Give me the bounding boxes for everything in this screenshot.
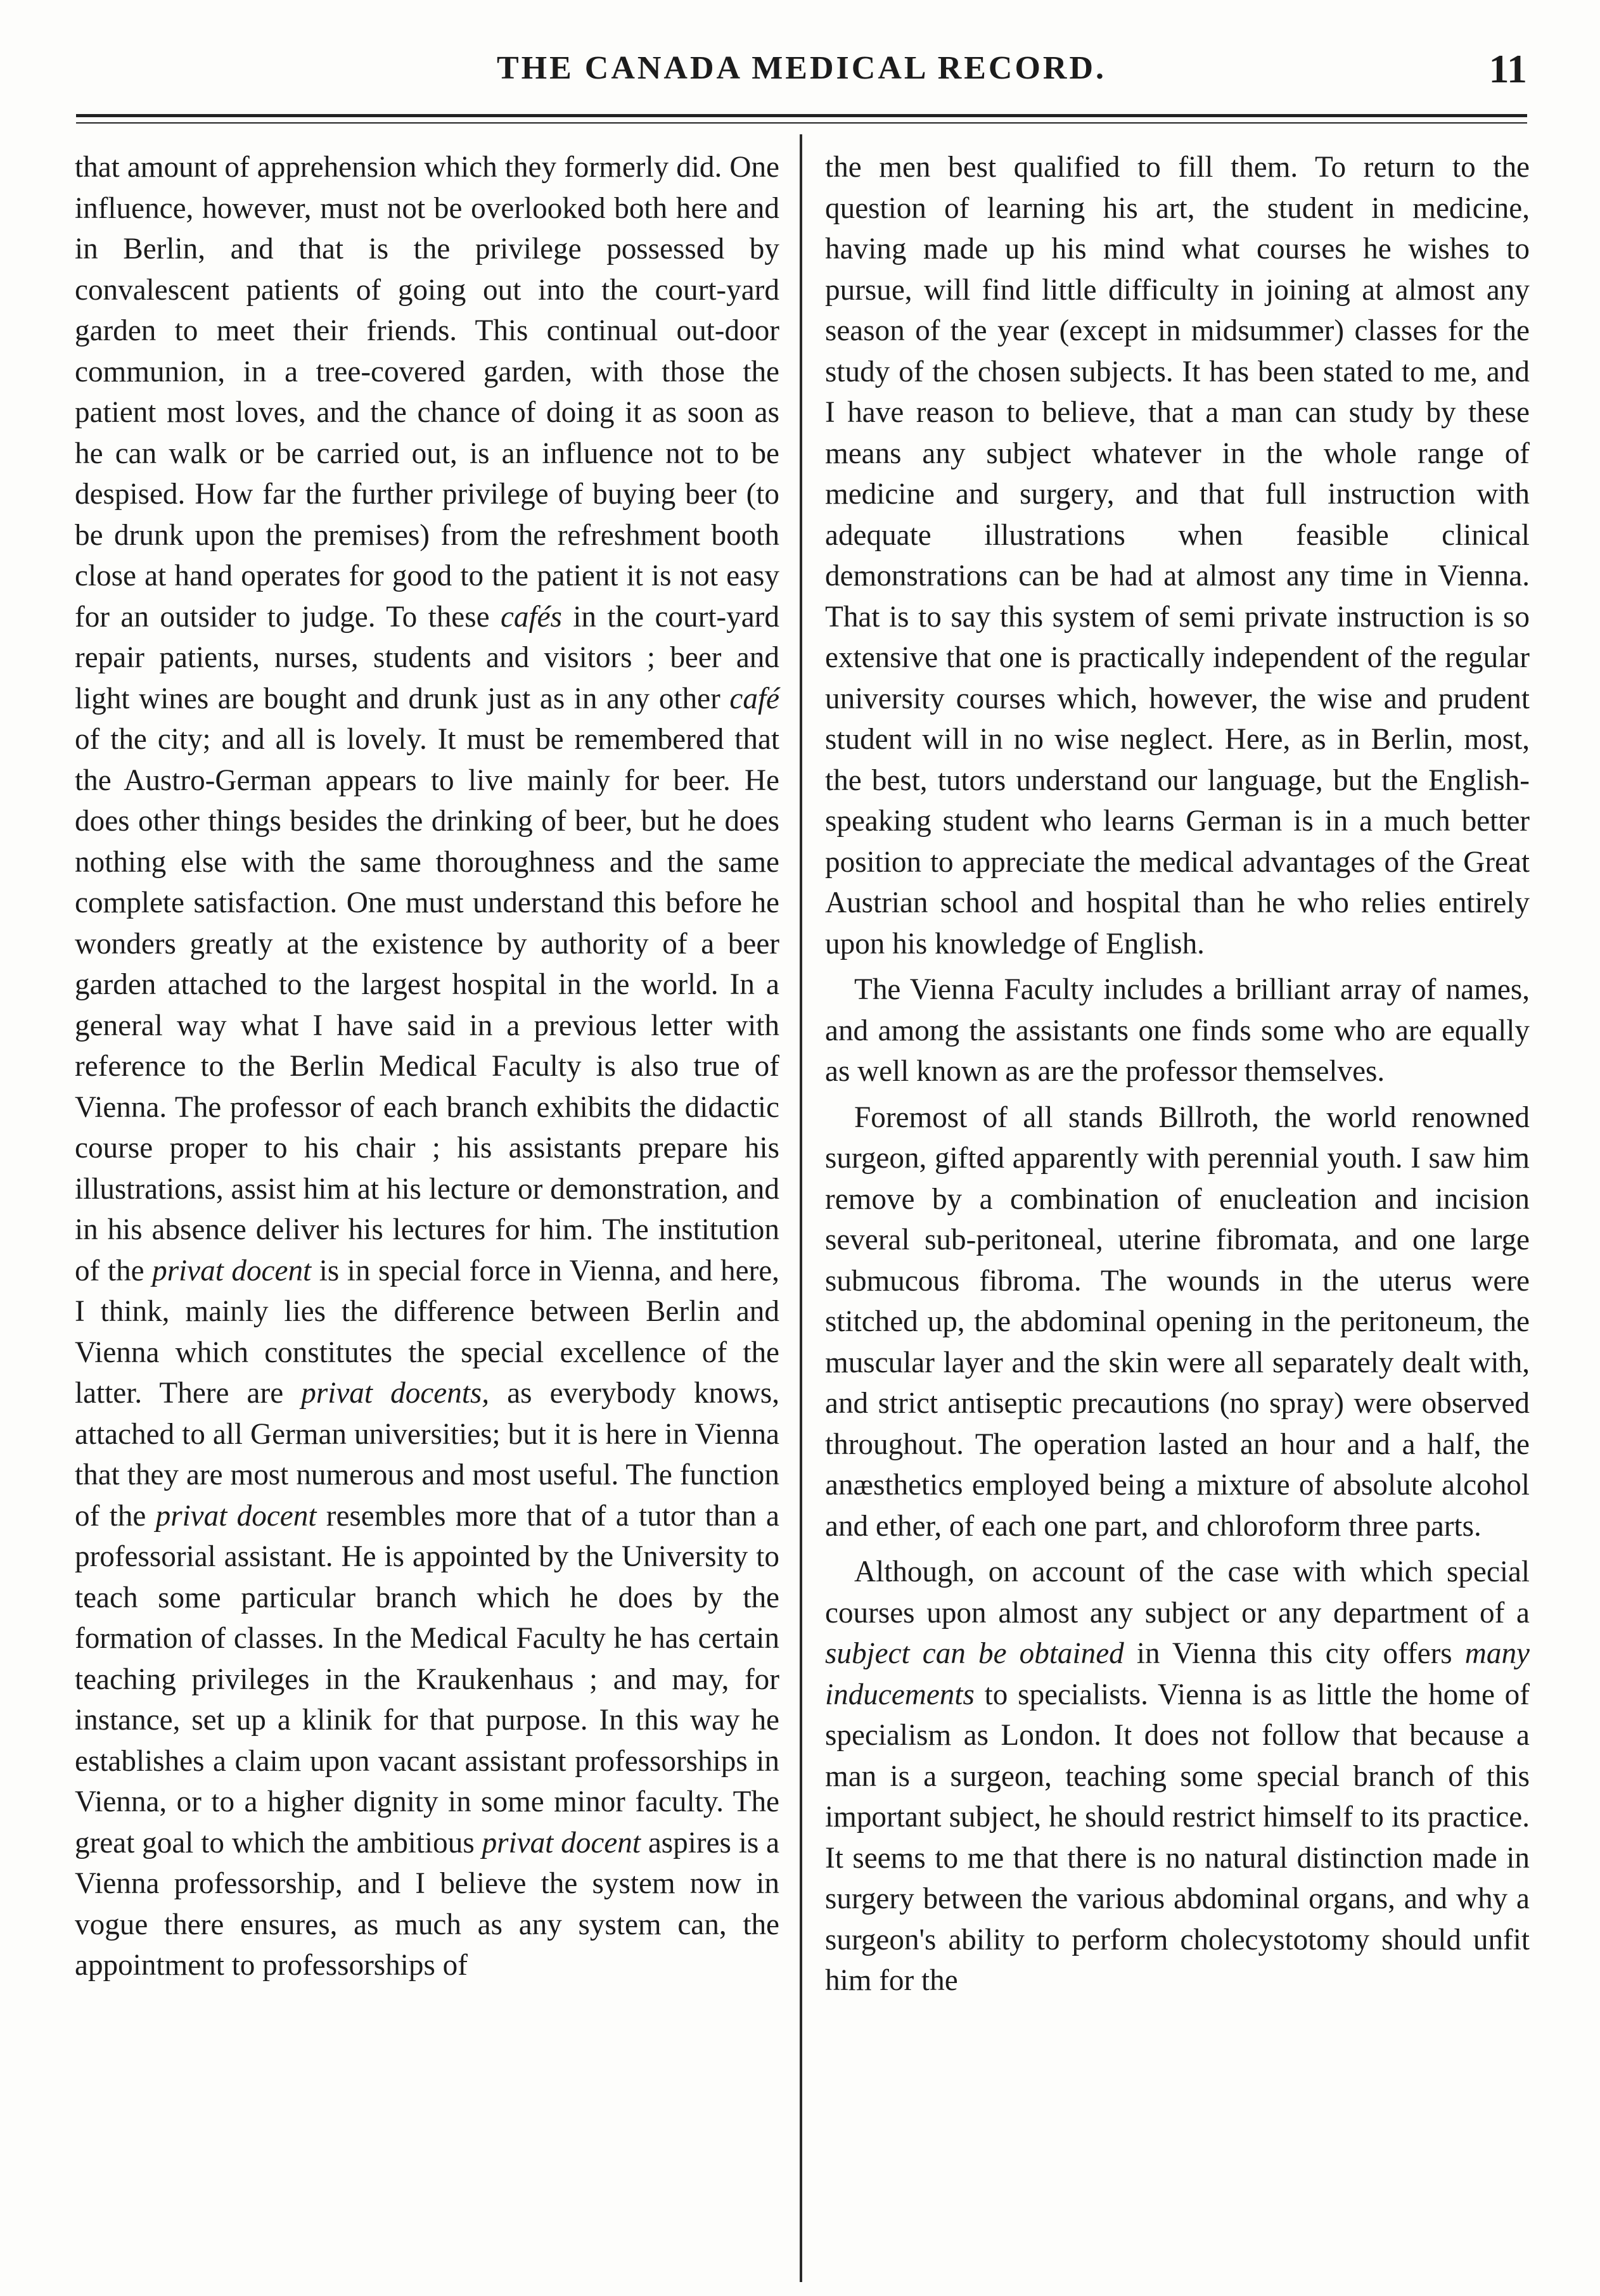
column-divider bbox=[800, 134, 802, 2282]
right-paragraph-3: Foremost of all stands Billroth, the world renowned surgeon, gifted apparently with perennial youth. I saw him remove by a combination of enucleation and incision several sub-peritoneal, uterine fibromata, and one large submucous fibroma. The wounds in the uterus were stitched up, the abdominal opening in the peritoneum, the muscular layer and the skin were all separately dealt with, and strict antiseptic precautions (no spray) were observed throughout. The operation lasted an hour and a half, the anæsthetics employed being a mixture of absolute alcohol and ether, of each one part, and chloroform three parts. bbox=[825, 1100, 1530, 1543]
right-paragraph-4 bbox=[825, 1552, 1530, 2001]
text-run: to specialists. Vienna is as little the home of specialism as London. It does not follow that because a man is a surgeon, teaching some special branch of this important subject, he should restrict himself to its practice. It seems to me that there is no natural distinction made in surgery between the various abdominal organs, and why a surgeon's ability to perform cholecystotomy should unfit him for the bbox=[825, 1678, 1530, 1997]
page-number: 11 bbox=[1488, 46, 1527, 91]
italic-run: privat docent bbox=[152, 1254, 312, 1287]
text-run: in the court-yard repair patients, nurses, students and visitors ; beer and light wines are bought and drunk just as in any other bbox=[75, 600, 779, 715]
italic-run: privat docents, bbox=[301, 1377, 490, 1410]
right-column bbox=[825, 147, 1530, 2001]
italic-run: café bbox=[729, 682, 779, 715]
header-rule-thick bbox=[76, 114, 1527, 117]
text-run: of the city; and all is lovely. It must be remembered that the Austro-German appears to live mainly for beer. He does other things besides the drinking of beer, but he does nothing else with the same thoroughness and the same complete satisfaction. One must understand this before he wonders greatly at the existence by authority of a beer garden attached to the largest hospital in the world. In a general way what I have said in a previous letter with reference to the Berlin Medical Faculty is also true of Vienna. The professor of each branch exhibits the didactic course proper to his chair ; his assistants prepare his illustrations, assist him at his lecture or demonstration, and in his absence deliver his lectures for him. The institution of the bbox=[75, 723, 779, 1287]
italic-run: many inducements bbox=[825, 1637, 1530, 1711]
right-paragraph-2: The Vienna Faculty includes a brilliant array of names, and among the assistants one finds some who are equally as well known as are the professor themselves. bbox=[825, 973, 1530, 1088]
text-run: aspires is a Vienna professorship, and I believe the system now in vogue there ensures, as much as any system can, the appointment to professorships of bbox=[75, 1826, 780, 1982]
left-column bbox=[75, 147, 779, 1986]
text-run: Although, on account of the case with which special courses upon almost any subject or any department of a bbox=[825, 1555, 1530, 1630]
text-run: is in special force in Vienna, and here, I think, mainly lies the difference between Berlin and Vienna which constitutes the special excellence of the latter. There are bbox=[75, 1254, 779, 1410]
header-rule-thin bbox=[76, 122, 1527, 124]
page-header bbox=[76, 46, 1527, 103]
text-run: that amount of apprehension which they formerly did. One influence, however, must not be overlooked both here and in Berlin, and that is the privilege possessed by convalescent patients of going out into the court-yard garden to meet their friends. This continual out-door communion, in a tree-covered garden, with those the patient most loves, and the chance of doing it as soon as he can walk or be carried out, is an influence not to be despised. How far the further privilege of buying beer (to be drunk upon the premises) from the refreshment booth close at hand operates for good to the patient it is not easy for an outsider to judge. To these bbox=[75, 151, 779, 634]
italic-run: cafés bbox=[500, 600, 562, 634]
left-paragraph-1 bbox=[75, 147, 779, 1986]
text-run: in Vienna this city offers bbox=[1123, 1637, 1465, 1670]
italic-run: privat docent bbox=[482, 1826, 641, 1859]
italic-run: subject can be obtained bbox=[825, 1637, 1124, 1670]
text-run: as everybody knows, attached to all German universities; but it is here in Vienna that they are most numerous and most useful. The function of the bbox=[75, 1377, 779, 1533]
right-paragraph-1: the men best qualified to fill them. To return to the question of learning his art, the student in medicine, having made up his mind what courses he wishes to pursue, will find little difficulty in joining at almost any season of the year (except in midsummer) classes for the study of the chosen subjects. It has been stated to me, and I have reason to believe, that a man can study by these means any subject whatever in the whole range of medicine and surgery, and that full instruction with adequate illustrations when feasible clinical demonstrations can be had at almost any time in Vienna. That is to say this system of semi private instruction is so extensive that one is practically independent of the regular university courses which, however, the wise and prudent student will in no wise neglect. Here, as in Berlin, most, the best, tutors understand our language, but the English-speaking student who learns German is in a much better position to appreciate the medical advantages of the Great Austrian school and hospital than he who relies entirely upon his knowledge of English. bbox=[825, 151, 1530, 960]
journal-title: THE CANADA MEDICAL RECORD. bbox=[496, 50, 1107, 86]
italic-run: privat docent bbox=[155, 1499, 317, 1533]
text-run: resembles more that of a tutor than a professorial assistant. He is appointed by the University to teach some particular branch which he does by the formation of classes. In the Medical Faculty he has certain teaching privileges in the Kraukenhaus ; and may, for instance, set up a klinik for that purpose. In this way he establishes a claim upon vacant assistant professorships in Vienna, or to a higher dignity in some minor faculty. The great goal to which the ambitious bbox=[75, 1499, 779, 1859]
